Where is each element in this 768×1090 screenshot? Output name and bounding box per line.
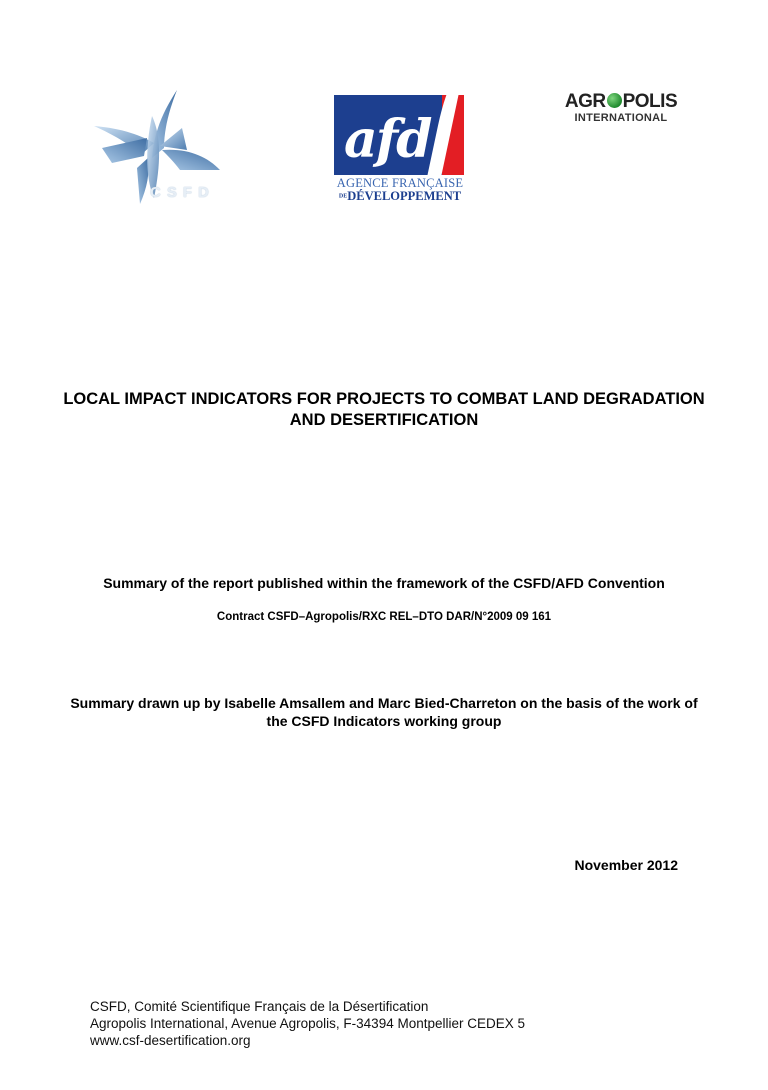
- footer: [90, 998, 525, 1049]
- afd-logo-box: [334, 95, 464, 175]
- contract-reference: Contract CSFD–Agropolis/RXC REL–DTO DAR/N°2009 09 161: [216, 611, 552, 623]
- afd-logo-line2: [334, 190, 466, 204]
- afd-logo: [334, 95, 466, 205]
- authors-statement: Summary drawn up by Isabelle Amsallem and Marc Bied-Charreton on the basis of the work of the CSFD Indicators working group: [70, 695, 698, 729]
- publication-date: November 2012: [574, 857, 678, 873]
- csfd-logo: [92, 88, 237, 206]
- afd-logo-line2-text: DÉVELOPPEMENT: [347, 189, 462, 203]
- globe-icon: [607, 93, 622, 108]
- footer-organization: CSFD, Comité Scientifique Français de la Désertification: [90, 999, 429, 1014]
- agropolis-logo: [558, 92, 684, 128]
- footer-address: Agropolis International, Avenue Agropolis, F-34394 Montpellier CEDEX 5: [90, 1016, 526, 1031]
- agropolis-logo-left: AGR: [564, 91, 606, 112]
- report-subtitle: Summary of the report published within the framework of the CSFD/AFD Convention: [103, 575, 665, 591]
- agropolis-logo-main: [558, 92, 684, 112]
- document-title: LOCAL IMPACT INDICATORS FOR PROJECTS TO COMBAT LAND DEGRADATION AND DESERTIFICATION: [63, 390, 705, 429]
- footer-website: www.csf-desertification.org: [90, 1033, 251, 1048]
- agropolis-logo-sub: INTERNATIONAL: [574, 112, 668, 124]
- afd-logo-prefix: DE: [338, 193, 348, 200]
- afd-logo-line1: AGENCE FRANÇAISE: [336, 176, 464, 190]
- csfd-logo-text: CSFD: [150, 184, 215, 201]
- agropolis-logo-right: POLIS: [622, 91, 678, 112]
- afd-logo-letters: afd: [344, 109, 431, 170]
